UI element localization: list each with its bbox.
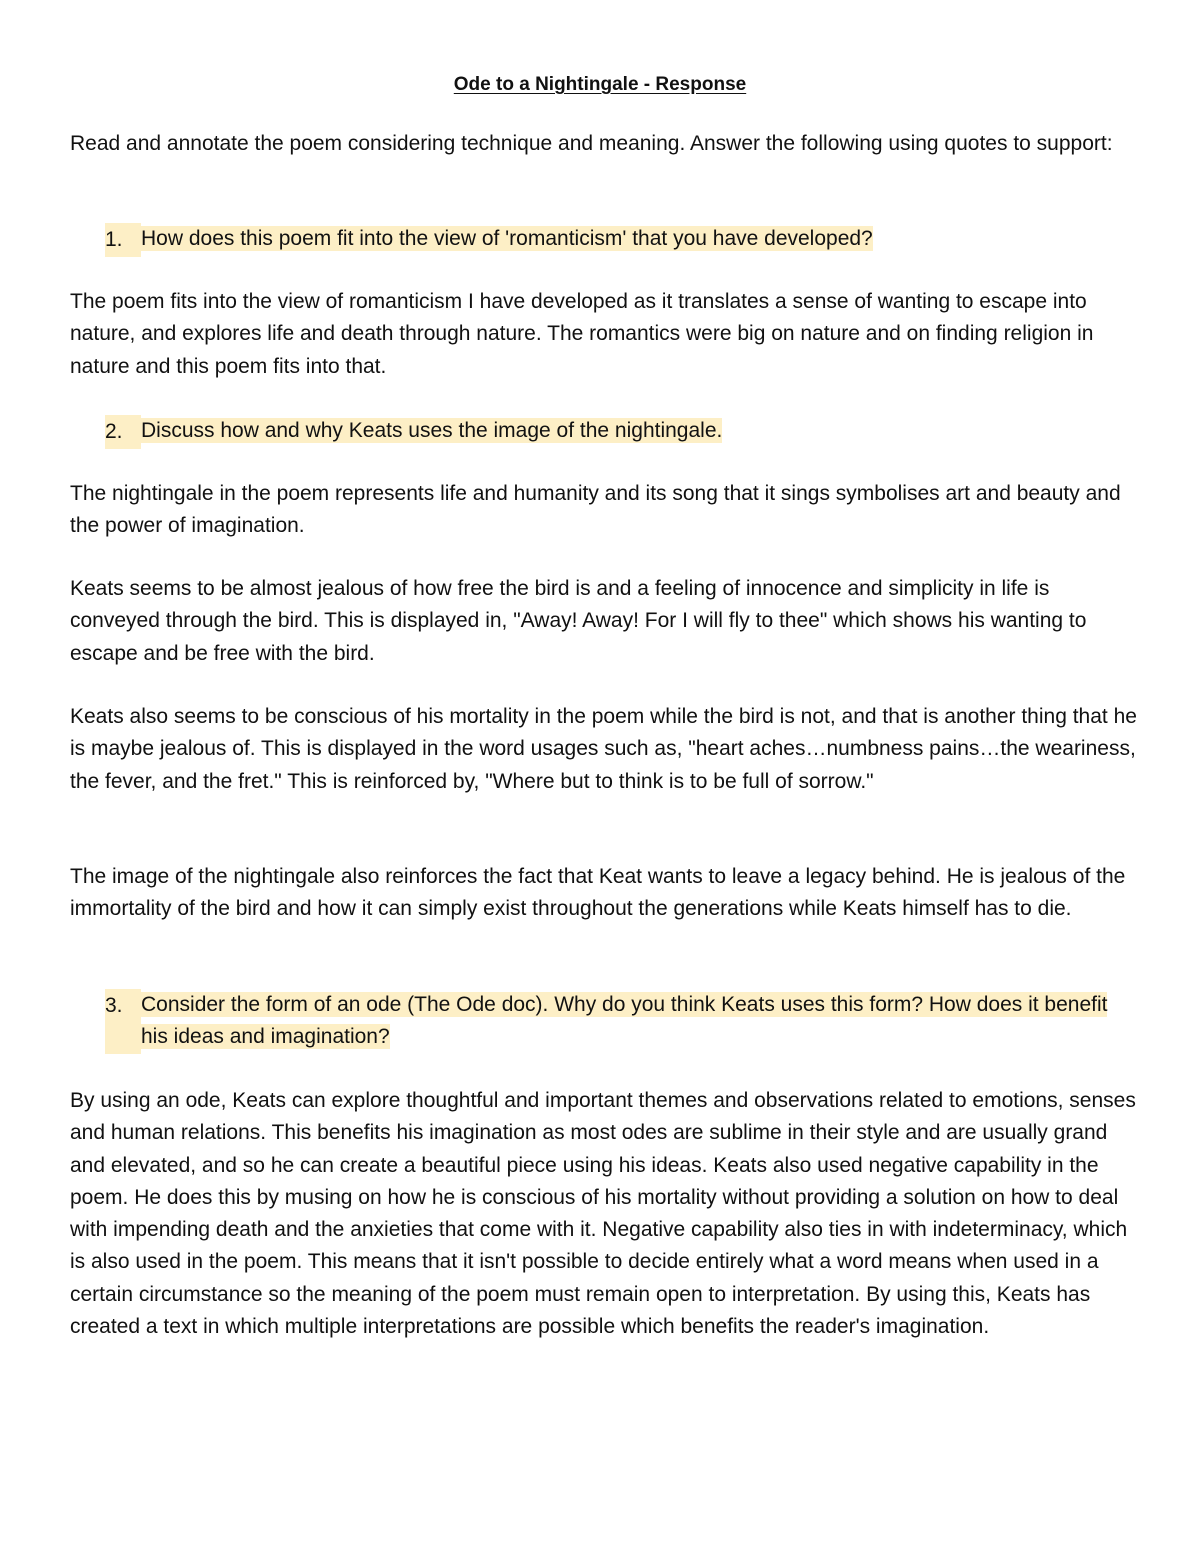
answer-paragraph: The image of the nightingale also reinforces the fact that Keat wants to leave a legacy behind. He is jealous of the immortality of the bird and how it can simply exist throughout the generations while Keats himself has to die. — [70, 865, 1126, 921]
question-text: How does this poem fit into the view of 'romanticism' that you have developed? — [141, 227, 873, 250]
answer-paragraph: The poem fits into the view of romanticism I have developed as it translates a sense of wanting to escape into nature, and explores life and death through nature. The romantics were big on nature and on finding religion in nature and this poem fits into that. — [70, 290, 1094, 378]
question-2 — [105, 415, 1135, 449]
question-number: 3. — [105, 989, 141, 1054]
question-3 — [105, 989, 1135, 1054]
document-title: Ode to a Nightingale - Response — [453, 74, 747, 95]
answer-paragraph: Keats seems to be almost jealous of how free the bird is and a feeling of innocence and simplicity in life is conveyed through the bird. This is displayed in, "Away! Away! For I will fly to thee" which shows his wanting to escape and be free with the bird. — [70, 577, 1087, 665]
instructions-paragraph: Read and annotate the poem considering technique and meaning. Answer the following using quotes to support: — [70, 132, 1113, 155]
answer-paragraph: Keats also seems to be conscious of his mortality in the poem while the bird is not, and that is another thing that he is maybe jealous of. This is displayed in the word usages such as, "heart aches…numbness pains…the weariness, the fever, and the fret." This is reinforced by, "Where but to think is to be full of sorrow." — [70, 705, 1137, 793]
question-number: 2. — [105, 415, 141, 449]
question-text: Discuss how and why Keats uses the image of the nightingale. — [141, 419, 723, 442]
question-1 — [105, 223, 1135, 257]
question-number: 1. — [105, 223, 141, 257]
answer-paragraph: The nightingale in the poem represents life and humanity and its song that it sings symbolises art and beauty and the power of imagination. — [70, 482, 1121, 538]
answer-paragraph: By using an ode, Keats can explore thoughtful and important themes and observations related to emotions, senses and human relations. This benefits his imagination as most odes are sublime in their style and are usually grand and elevated, and so he can create a beautiful piece using his ideas. Keats also used negative capability in the poem. He does this by musing on how he is conscious of his mortality without providing a solution on how to deal with impending death and the anxieties that come with it. Negative capability also ties in with indeterminacy, which is also used in the poem. This means that it isn't possible to decide entirely what a word means when used in a certain circumstance so the meaning of the poem must remain open to interpretation. By using this, Keats has created a text in which multiple interpretations are possible which benefits the reader's imagination. — [70, 1089, 1136, 1339]
question-text: Consider the form of an ode (The Ode doc). Why do you think Keats uses this form? How does it benefit his ideas and imagination? — [141, 993, 1108, 1049]
